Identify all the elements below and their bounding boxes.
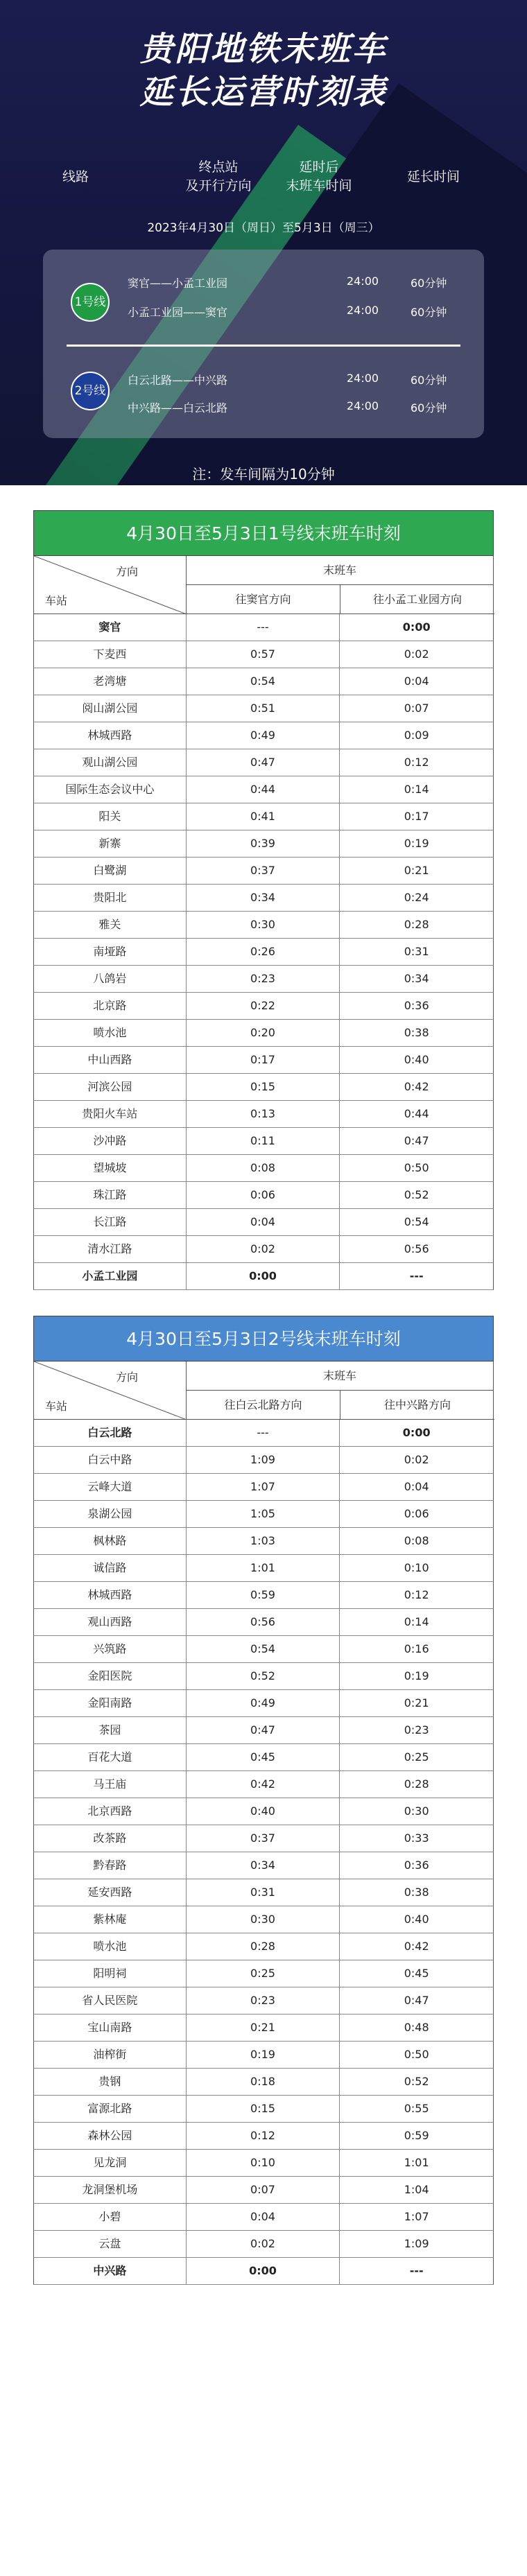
line2-badge: 2号线 [71,372,110,410]
time-cell: 0:06 [404,1507,429,1520]
time-cell: 0:38 [404,1886,429,1899]
table-row [33,885,494,912]
table-row [33,1182,494,1209]
station-cell: 百花大道 [34,1744,187,1770]
time-cell: 0:45 [187,1744,340,1770]
time-cell: 0:18 [187,2069,340,2095]
station-cell: 马王庙 [34,1771,187,1798]
time-cell: 0:21 [404,864,429,877]
line2-table-title: 4月30日至5月3日2号线末班车时刻 [33,1316,494,1361]
table-row [33,2042,494,2069]
station-cell: 龙洞堡机场 [34,2177,187,2203]
time-cell: 0:36 [404,999,429,1012]
station-cell: 小碧 [34,2204,187,2230]
direction-label: 方向 [116,565,139,578]
time-cell: 0:14 [404,1615,429,1628]
station-cell: 观山湖公园 [34,749,187,776]
table-row [33,1209,494,1236]
station-cell: 云峰大道 [34,1474,187,1500]
time-cell: 1:01 [404,2156,429,2169]
page-title [0,28,527,114]
station-cell: 国际生态会议中心 [34,776,187,803]
table-row [33,1609,494,1636]
time-cell: 0:17 [404,810,429,823]
time-cell: 0:15 [187,1074,340,1100]
time-cell: 0:56 [404,1242,429,1255]
time-cell: 0:59 [404,2129,429,2142]
time-cell: 0:37 [187,858,340,884]
station-cell: 改茶路 [34,1825,187,1852]
station-cell: 森林公园 [34,2123,187,2149]
time-cell: 0:15 [187,2096,340,2122]
time-cell: 0:04 [404,1480,429,1493]
line1-table-title: 4月30日至5月3日1号线末班车时刻 [33,510,494,556]
time-cell: 0:50 [404,2048,429,2061]
time-cell: 0:57 [187,641,340,668]
line2-time-1: 24:00 [347,372,379,385]
table-row [33,1717,494,1744]
table-row [33,1074,494,1101]
time-cell: 0:31 [187,1879,340,1906]
table-row [33,1906,494,1933]
time-cell: 0:12 [404,756,429,769]
table-row [33,749,494,776]
time-cell: 0:16 [404,1642,429,1655]
time-cell: 0:28 [187,1933,340,1960]
table-row [33,1744,494,1771]
line1-route-2: 小孟工业园——窦官 [128,306,228,319]
time-cell: 0:10 [187,2150,340,2176]
table-row [33,614,494,641]
table-row [33,830,494,858]
table-row [33,993,494,1020]
table-row [33,2258,494,2285]
table-row [33,1047,494,1074]
col-header-to-xiaomeng: 往小孟工业园方向 [340,585,494,614]
time-cell: 1:07 [187,1474,340,1500]
time-cell: 0:42 [404,1940,429,1953]
time-cell: 0:17 [187,1047,340,1073]
table-row [33,1879,494,1906]
line1-time-1: 24:00 [347,275,379,288]
table-row [33,1236,494,1263]
table-row [33,1447,494,1474]
station-cell: 泉湖公园 [34,1501,187,1527]
station-cell: 金阳南路 [34,1690,187,1716]
line2-time-2: 24:00 [347,399,379,412]
time-cell: 0:02 [404,647,429,661]
table-row [33,641,494,668]
table-row [33,2204,494,2231]
table-row [33,1690,494,1717]
station-cell: 云盘 [34,2231,187,2257]
table-row [33,2014,494,2042]
station-cell: 见龙洞 [34,2150,187,2176]
col-header-to-baiyunbeilu: 往白云北路方向 [187,1391,340,1420]
table-row [33,912,494,939]
table-row [33,1474,494,1501]
station-cell: 阳明祠 [34,1960,187,1987]
header-delay [274,158,364,195]
time-cell: 0:47 [187,749,340,776]
station-cell: 富源北路 [34,2096,187,2122]
time-cell: 0:59 [187,1582,340,1608]
time-cell: 0:12 [187,2123,340,2149]
time-cell: 0:00 [402,1426,431,1439]
time-cell: 0:10 [404,1561,429,1574]
station-cell: 喷水池 [34,1933,187,1960]
line1-ext-1: 60分钟 [411,277,447,290]
time-cell: 1:07 [404,2210,429,2223]
table-row [33,1101,494,1128]
time-cell: 0:02 [404,1453,429,1466]
time-cell: 0:52 [187,1663,340,1689]
time-cell: 0:25 [404,1750,429,1764]
time-cell: 0:02 [187,1236,340,1262]
station-cell: 白鹭湖 [34,858,187,884]
time-cell: 0:48 [404,2021,429,2034]
time-cell: 0:26 [187,939,340,965]
table-row [33,858,494,885]
direction-label: 方向 [116,1370,139,1384]
station-label: 车站 [45,1400,68,1413]
time-cell: 0:22 [187,993,340,1019]
diagonal-header-cell [34,556,187,614]
time-cell: --- [187,614,340,641]
time-cell: 1:09 [187,1447,340,1473]
header-delay-l1: 延时后 [299,159,339,175]
table-row [33,1263,494,1290]
time-cell: 0:47 [404,1994,429,2007]
time-cell: 0:49 [187,1690,340,1716]
station-cell: 林城西路 [34,722,187,749]
station-cell: 贵阳火车站 [34,1101,187,1127]
station-cell: 诚信路 [34,1555,187,1581]
station-cell: 沙冲路 [34,1128,187,1154]
station-cell: 枫林路 [34,1528,187,1554]
station-cell: 茶园 [34,1717,187,1743]
col-header-to-douguan: 往窦官方向 [187,585,340,614]
table-row [33,1825,494,1852]
time-cell: --- [409,1269,424,1282]
station-cell: 喷水池 [34,1020,187,1046]
station-cell: 宝山南路 [34,2014,187,2041]
time-cell: 0:08 [404,1534,429,1547]
time-cell: 0:47 [404,1134,429,1147]
line2-route-1: 白云北路——中兴路 [128,374,228,387]
line1-table-body [33,614,494,1290]
time-cell: --- [409,2264,424,2277]
station-cell: 南垭路 [34,939,187,965]
station-cell: 新寨 [34,830,187,857]
time-cell: 1:09 [404,2237,429,2250]
time-cell: 0:45 [404,1967,429,1980]
time-cell: 0:06 [187,1182,340,1208]
station-cell: 窦官 [34,614,187,641]
station-cell: 白云北路 [34,1420,187,1446]
table-row [33,939,494,966]
station-cell: 延安西路 [34,1879,187,1906]
hero-banner [0,0,527,485]
time-cell: 0:40 [404,1053,429,1066]
time-cell: 0:02 [187,2231,340,2257]
line2-ext-2: 60分钟 [411,401,447,415]
table-row [33,803,494,830]
time-cell: 0:34 [187,885,340,911]
table-row [33,1771,494,1798]
time-cell: 0:19 [404,837,429,850]
time-cell: 0:42 [404,1080,429,1093]
header-terminal-l2: 及开行方向 [185,178,252,193]
line1-timetable [33,510,494,1290]
time-cell: 0:52 [404,1188,429,1201]
header-line: 线路 [62,169,89,184]
summary-card [43,250,484,438]
station-cell: 下麦西 [34,641,187,668]
time-cell: 0:41 [187,803,340,830]
table-row [33,1987,494,2014]
time-cell: --- [187,1420,340,1446]
station-cell: 河滨公园 [34,1074,187,1100]
table-row [33,1020,494,1047]
station-cell: 北京路 [34,993,187,1019]
line1-time-2: 24:00 [347,304,379,317]
table-row [33,1663,494,1690]
header-extension: 延长时间 [406,169,460,184]
time-cell: 0:51 [187,695,340,722]
time-cell: 0:44 [404,1107,429,1120]
header-terminal-l1: 终点站 [198,159,239,175]
station-cell: 观山西路 [34,1609,187,1635]
time-cell: 0:23 [187,1987,340,2014]
time-cell: 1:05 [187,1501,340,1527]
table-row [33,2123,494,2150]
table-row [33,1501,494,1528]
station-cell: 老湾塘 [34,668,187,695]
time-cell: 0:31 [404,945,429,958]
time-cell: 0:19 [404,1669,429,1682]
table-row [33,1555,494,1582]
time-cell: 0:56 [187,1609,340,1635]
time-cell: 0:40 [404,1913,429,1926]
station-cell: 省人民医院 [34,1987,187,2014]
line1-ext-2: 60分钟 [411,306,447,319]
time-cell: 0:39 [187,830,340,857]
time-cell: 0:50 [404,1161,429,1174]
station-cell: 雅关 [34,912,187,938]
time-cell: 1:03 [187,1528,340,1554]
header-terminal [166,158,270,195]
line2-table-header [33,1361,494,1420]
time-cell: 0:11 [187,1128,340,1154]
station-cell: 小孟工业园 [34,1263,187,1289]
station-cell: 中山西路 [34,1047,187,1073]
time-cell: 0:08 [187,1155,340,1181]
time-cell: 0:30 [404,1804,429,1818]
time-cell: 0:55 [404,2102,429,2115]
station-cell: 清水江路 [34,1236,187,1262]
title-line-2: 延长运营时刻表 [139,73,388,112]
col-header-to-zhongxinglu: 往中兴路方向 [340,1391,494,1420]
station-cell: 黔春路 [34,1852,187,1879]
station-cell: 紫林庵 [34,1906,187,1933]
line1-route-1: 窦官——小孟工业园 [128,277,228,290]
table-row [33,776,494,803]
time-cell: 0:04 [187,1209,340,1235]
time-cell: 0:33 [404,1831,429,1845]
station-cell: 林城西路 [34,1582,187,1608]
station-label: 车站 [45,594,68,607]
time-cell: 0:23 [404,1723,429,1737]
time-cell: 0:12 [404,1588,429,1601]
table-row [33,1155,494,1182]
time-cell: 0:28 [404,918,429,931]
table-row [33,966,494,993]
diagonal-header-cell [34,1361,187,1420]
time-cell: 0:34 [404,972,429,985]
interval-note: 注：发车间隔为10分钟 [192,466,335,482]
time-cell: 0:23 [187,966,340,992]
last-train-group-header: 末班车 [187,1361,493,1391]
last-train-group-header: 末班车 [187,556,493,585]
time-cell: 0:07 [187,2177,340,2203]
station-cell: 阅山湖公园 [34,695,187,722]
time-cell: 0:00 [187,2258,340,2284]
table-row [33,2096,494,2123]
time-cell: 0:20 [187,1020,340,1046]
table-row [33,722,494,749]
time-cell: 0:14 [404,783,429,796]
station-cell: 中兴路 [34,2258,187,2284]
time-cell: 0:00 [402,620,431,634]
station-cell: 长江路 [34,1209,187,1235]
time-cell: 0:21 [187,2014,340,2041]
station-cell: 兴筑路 [34,1636,187,1662]
time-cell: 0:30 [187,912,340,938]
time-cell: 0:34 [187,1852,340,1879]
time-cell: 0:54 [404,1215,429,1228]
title-line-1: 贵阳地铁末班车 [139,30,388,69]
table-row [33,2150,494,2177]
line1-badge: 1号线 [71,283,110,322]
line2-timetable [33,1316,494,2285]
station-cell: 贵阳北 [34,885,187,911]
station-cell: 油榨街 [34,2042,187,2068]
time-cell: 0:54 [187,668,340,695]
station-cell: 北京西路 [34,1798,187,1825]
table-row [33,1420,494,1447]
station-cell: 白云中路 [34,1447,187,1473]
time-cell: 0:40 [187,1798,340,1825]
time-cell: 0:44 [187,776,340,803]
table-row [33,1528,494,1555]
table-row [33,668,494,695]
time-cell: 1:04 [404,2183,429,2196]
station-cell: 阳关 [34,803,187,830]
time-cell: 0:21 [404,1696,429,1709]
station-cell: 金阳医院 [34,1663,187,1689]
line2-table-body [33,1420,494,2285]
station-cell: 八鸽岩 [34,966,187,992]
time-cell: 0:49 [187,722,340,749]
table-row [33,1128,494,1155]
time-cell: 0:47 [187,1717,340,1743]
time-cell: 0:19 [187,2042,340,2068]
time-cell: 0:24 [404,891,429,904]
table-row [33,1636,494,1663]
time-cell: 0:07 [404,702,429,715]
time-cell: 0:04 [404,675,429,688]
table-row [33,1960,494,1987]
table-row [33,695,494,722]
line1-table-header [33,556,494,614]
summary-header [0,153,527,201]
table-row [33,1933,494,1960]
table-row [33,1582,494,1609]
time-cell: 0:00 [187,1263,340,1289]
station-cell: 望城坡 [34,1155,187,1181]
time-cell: 0:52 [404,2075,429,2088]
table-row [33,2177,494,2204]
time-cell: 0:30 [187,1906,340,1933]
card-divider [67,345,460,347]
time-cell: 0:28 [404,1777,429,1791]
time-cell: 1:01 [187,1555,340,1581]
table-row [33,1852,494,1879]
date-range: 2023年4月30日（周日）至5月3日（周三） [147,221,380,235]
line2-route-2: 中兴路——白云北路 [128,401,228,415]
time-cell: 0:54 [187,1636,340,1662]
table-row [33,1798,494,1825]
time-cell: 0:04 [187,2204,340,2230]
time-cell: 0:38 [404,1026,429,1039]
time-cell: 0:13 [187,1101,340,1127]
line2-ext-1: 60分钟 [411,374,447,387]
time-cell: 0:37 [187,1825,340,1852]
time-cell: 0:25 [187,1960,340,1987]
time-cell: 0:09 [404,729,429,742]
header-delay-l2: 末班车时间 [286,178,352,193]
table-row [33,2231,494,2258]
time-cell: 0:42 [187,1771,340,1798]
station-cell: 贵钢 [34,2069,187,2095]
time-cell: 0:36 [404,1859,429,1872]
table-row [33,2069,494,2096]
station-cell: 珠江路 [34,1182,187,1208]
